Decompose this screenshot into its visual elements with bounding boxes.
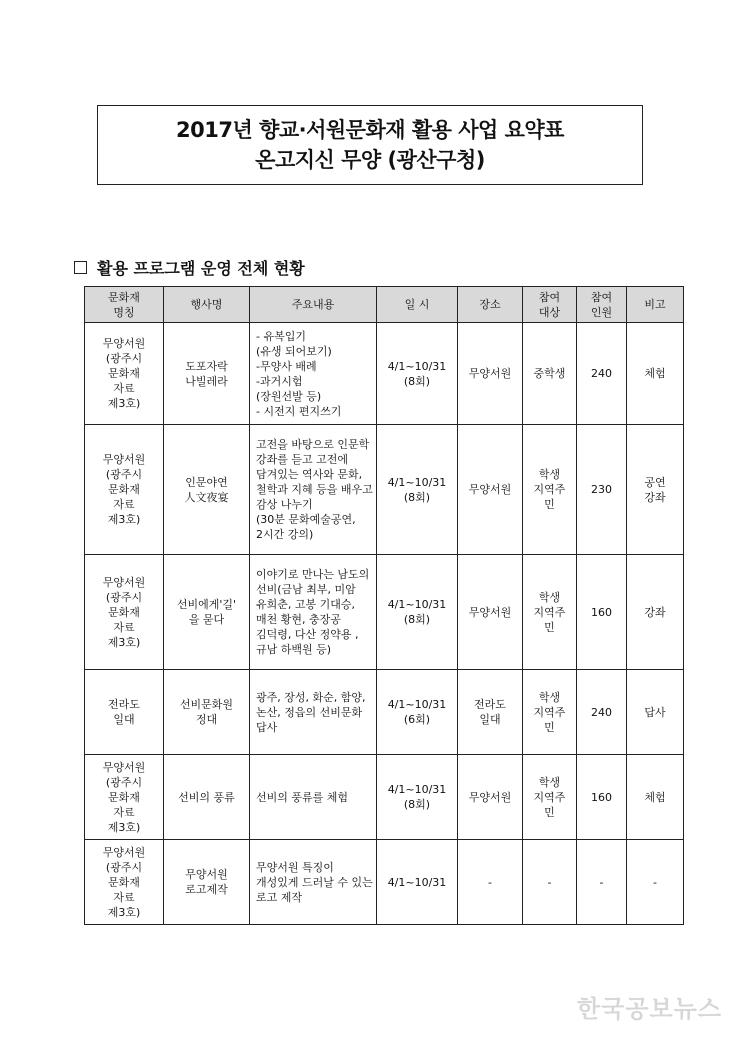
column-header: 주요내용 — [250, 287, 377, 323]
count-cell: - — [577, 840, 627, 925]
checkbox-icon — [74, 261, 87, 274]
event-cell: 인문야연 人文夜宴 — [164, 425, 250, 555]
table-row — [85, 840, 684, 925]
note-cell: 체험 — [627, 755, 684, 840]
table-row — [85, 755, 684, 840]
document-title-box — [97, 105, 643, 185]
content-cell: 선비의 풍류를 체험 — [250, 755, 377, 840]
column-header: 참여 인원 — [577, 287, 627, 323]
heritage-cell: 무양서원 (광주시 문화재 자료 제3호) — [85, 755, 164, 840]
date-cell: 4/1~10/31 (8회) — [377, 555, 458, 670]
column-header: 일 시 — [377, 287, 458, 323]
document-subtitle: 온고지신 무양 (광산구청) — [255, 148, 485, 172]
heritage-cell: 전라도 일대 — [85, 670, 164, 755]
section-heading — [74, 256, 305, 279]
event-cell: 선비문화원 정대 — [164, 670, 250, 755]
target-cell: 학생 지역주 민 — [523, 555, 577, 670]
content-cell: 이야기로 만나는 남도의 선비(금남 최부, 미암 유희춘, 고봉 기대승, 매천 황현, 충장공 김덕령, 다산 정약용 , 규남 하백원 등) — [250, 555, 377, 670]
count-cell: 240 — [577, 323, 627, 425]
watermark: 한국공보뉴스 — [576, 995, 722, 1023]
section-heading-text: 활용 프로그램 운영 전체 현황 — [97, 259, 305, 278]
place-cell: 무양서원 — [458, 555, 523, 670]
target-cell: 학생 지역주 민 — [523, 425, 577, 555]
date-cell: 4/1~10/31 (6회) — [377, 670, 458, 755]
program-summary-table — [84, 286, 684, 925]
heritage-cell: 무양서원 (광주시 문화재 자료 제3호) — [85, 425, 164, 555]
place-cell: 무양서원 — [458, 755, 523, 840]
column-header: 비고 — [627, 287, 684, 323]
event-cell: 선비에게'길' 을 묻다 — [164, 555, 250, 670]
note-cell: 공연 강좌 — [627, 425, 684, 555]
content-cell: 무양서원 특징이 개성있게 드러날 수 있는 로고 제작 — [250, 840, 377, 925]
column-header: 장소 — [458, 287, 523, 323]
count-cell: 160 — [577, 555, 627, 670]
heritage-cell: 무양서원 (광주시 문화재 자료 제3호) — [85, 840, 164, 925]
event-cell: 선비의 풍류 — [164, 755, 250, 840]
heritage-cell: 무양서원 (광주시 문화재 자료 제3호) — [85, 323, 164, 425]
table-row — [85, 670, 684, 755]
event-cell: 무양서원 로고제작 — [164, 840, 250, 925]
target-cell: 학생 지역주 민 — [523, 755, 577, 840]
date-cell: 4/1~10/31 (8회) — [377, 323, 458, 425]
table-row — [85, 425, 684, 555]
content-cell: - 유복입기 (유생 되어보기) -무양사 배례 -과거시험 (장원선발 등) - 시전지 편지쓰기 — [250, 323, 377, 425]
place-cell: 무양서원 — [458, 323, 523, 425]
column-header: 문화재 명칭 — [85, 287, 164, 323]
target-cell: - — [523, 840, 577, 925]
table-header-row — [85, 287, 684, 323]
place-cell: 전라도 일대 — [458, 670, 523, 755]
table-row — [85, 555, 684, 670]
count-cell: 160 — [577, 755, 627, 840]
count-cell: 240 — [577, 670, 627, 755]
content-cell: 광주, 장성, 화순, 함양, 논산, 정읍의 선비문화 답사 — [250, 670, 377, 755]
note-cell: - — [627, 840, 684, 925]
table-row — [85, 323, 684, 425]
target-cell: 중학생 — [523, 323, 577, 425]
note-cell: 체험 — [627, 323, 684, 425]
place-cell: - — [458, 840, 523, 925]
content-cell: 고전을 바탕으로 인문학 강좌를 듣고 고전에 담겨있는 역사와 문화, 철학과 지혜 등을 배우고 감상 나누기 (30분 문화예술공연, 2시간 강의) — [250, 425, 377, 555]
date-cell: 4/1~10/31 (8회) — [377, 755, 458, 840]
heritage-cell: 무양서원 (광주시 문화재 자료 제3호) — [85, 555, 164, 670]
date-cell: 4/1~10/31 (8회) — [377, 425, 458, 555]
count-cell: 230 — [577, 425, 627, 555]
target-cell: 학생 지역주 민 — [523, 670, 577, 755]
note-cell: 답사 — [627, 670, 684, 755]
note-cell: 강좌 — [627, 555, 684, 670]
date-cell: 4/1~10/31 — [377, 840, 458, 925]
column-header: 행사명 — [164, 287, 250, 323]
place-cell: 무양서원 — [458, 425, 523, 555]
column-header: 참여 대상 — [523, 287, 577, 323]
document-title: 2017년 향교·서원문화재 활용 사업 요약표 — [176, 118, 564, 142]
event-cell: 도포자락 나빌레라 — [164, 323, 250, 425]
